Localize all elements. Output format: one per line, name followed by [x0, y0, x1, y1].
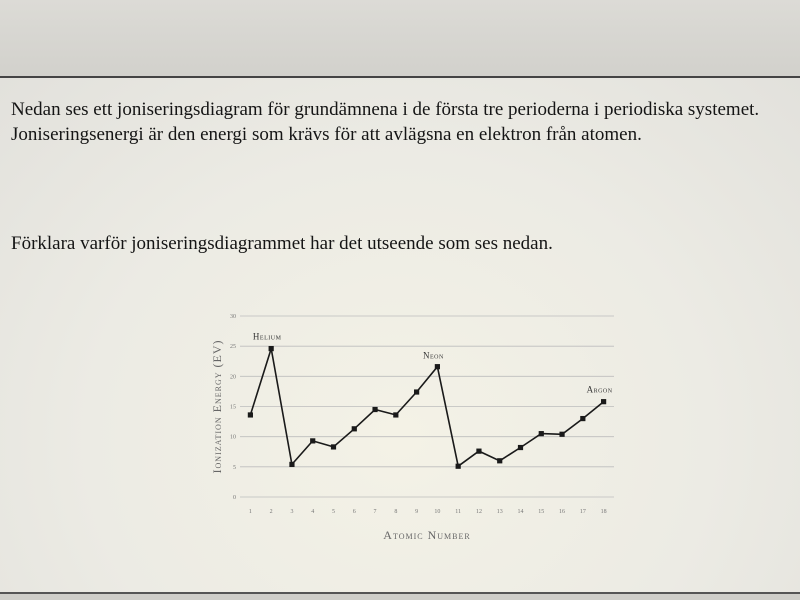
- data-point: [289, 462, 294, 467]
- x-tick-label: 11: [455, 509, 462, 515]
- data-point: [518, 445, 523, 450]
- y-tick-label: 5: [233, 464, 236, 471]
- data-point: [248, 412, 253, 417]
- annotation-argon: Argon: [586, 384, 613, 395]
- x-axis-title: Atomic Number: [383, 528, 471, 542]
- data-point: [352, 426, 357, 431]
- y-tick-label: 10: [230, 434, 236, 441]
- data-point: [393, 412, 398, 417]
- y-tick-label: 25: [230, 344, 236, 351]
- chart-gridlines: [240, 316, 614, 497]
- x-tick-label: 13: [496, 509, 503, 515]
- x-tick-label: 16: [559, 509, 566, 515]
- data-point: [372, 407, 377, 412]
- y-axis-title: Ionization Energy (EV): [210, 339, 224, 474]
- x-tick-label: 9: [415, 509, 419, 515]
- data-point: [497, 458, 502, 463]
- annotation-neon: Neon: [422, 350, 444, 361]
- y-tick-label: 30: [230, 314, 236, 320]
- intro-paragraph: Nedan ses ett joniseringsdiagram för grundämnena i de första tre perioderna i periodiska systemet. Joniseringsenergi är den energi som krävs för att avlägsna en elektron från atomen.: [11, 99, 760, 145]
- annotation-helium: Helium: [252, 331, 282, 342]
- x-tick-label: 18: [600, 509, 607, 515]
- x-tick-label: 5: [332, 509, 335, 515]
- data-point: [601, 399, 606, 404]
- data-point: [456, 464, 461, 469]
- y-tick-labels: [230, 314, 236, 501]
- x-tick-label: 6: [352, 509, 356, 515]
- x-tick-label: 3: [290, 509, 294, 515]
- y-tick-label: 15: [230, 404, 236, 411]
- data-point: [269, 346, 274, 351]
- x-tick-label: 14: [517, 509, 524, 515]
- series-line: [250, 349, 603, 467]
- data-point: [331, 444, 336, 449]
- chart-series: [248, 346, 606, 469]
- y-tick-label: 20: [230, 374, 236, 381]
- data-point: [435, 364, 440, 369]
- data-point: [580, 416, 585, 421]
- x-tick-label: 8: [394, 509, 398, 515]
- y-tick-label: 0: [233, 495, 236, 501]
- data-point: [539, 431, 544, 436]
- data-point: [414, 389, 419, 394]
- x-tick-label: 1: [248, 509, 252, 515]
- question-paragraph: Förklara varför joniseringsdiagrammet har det utseende som ses nedan.: [11, 233, 553, 254]
- x-tick-labels: [249, 509, 607, 515]
- x-tick-label: 4: [311, 509, 315, 515]
- x-tick-label: 7: [373, 509, 377, 515]
- x-tick-label: 12: [475, 509, 482, 515]
- data-point: [559, 432, 564, 437]
- data-point: [310, 438, 315, 443]
- x-tick-label: 17: [579, 509, 586, 515]
- x-tick-label: 10: [434, 509, 441, 515]
- x-tick-label: 15: [538, 509, 545, 515]
- chart-annotations: [253, 332, 613, 395]
- data-point: [476, 449, 481, 454]
- x-tick-label: 2: [269, 509, 273, 515]
